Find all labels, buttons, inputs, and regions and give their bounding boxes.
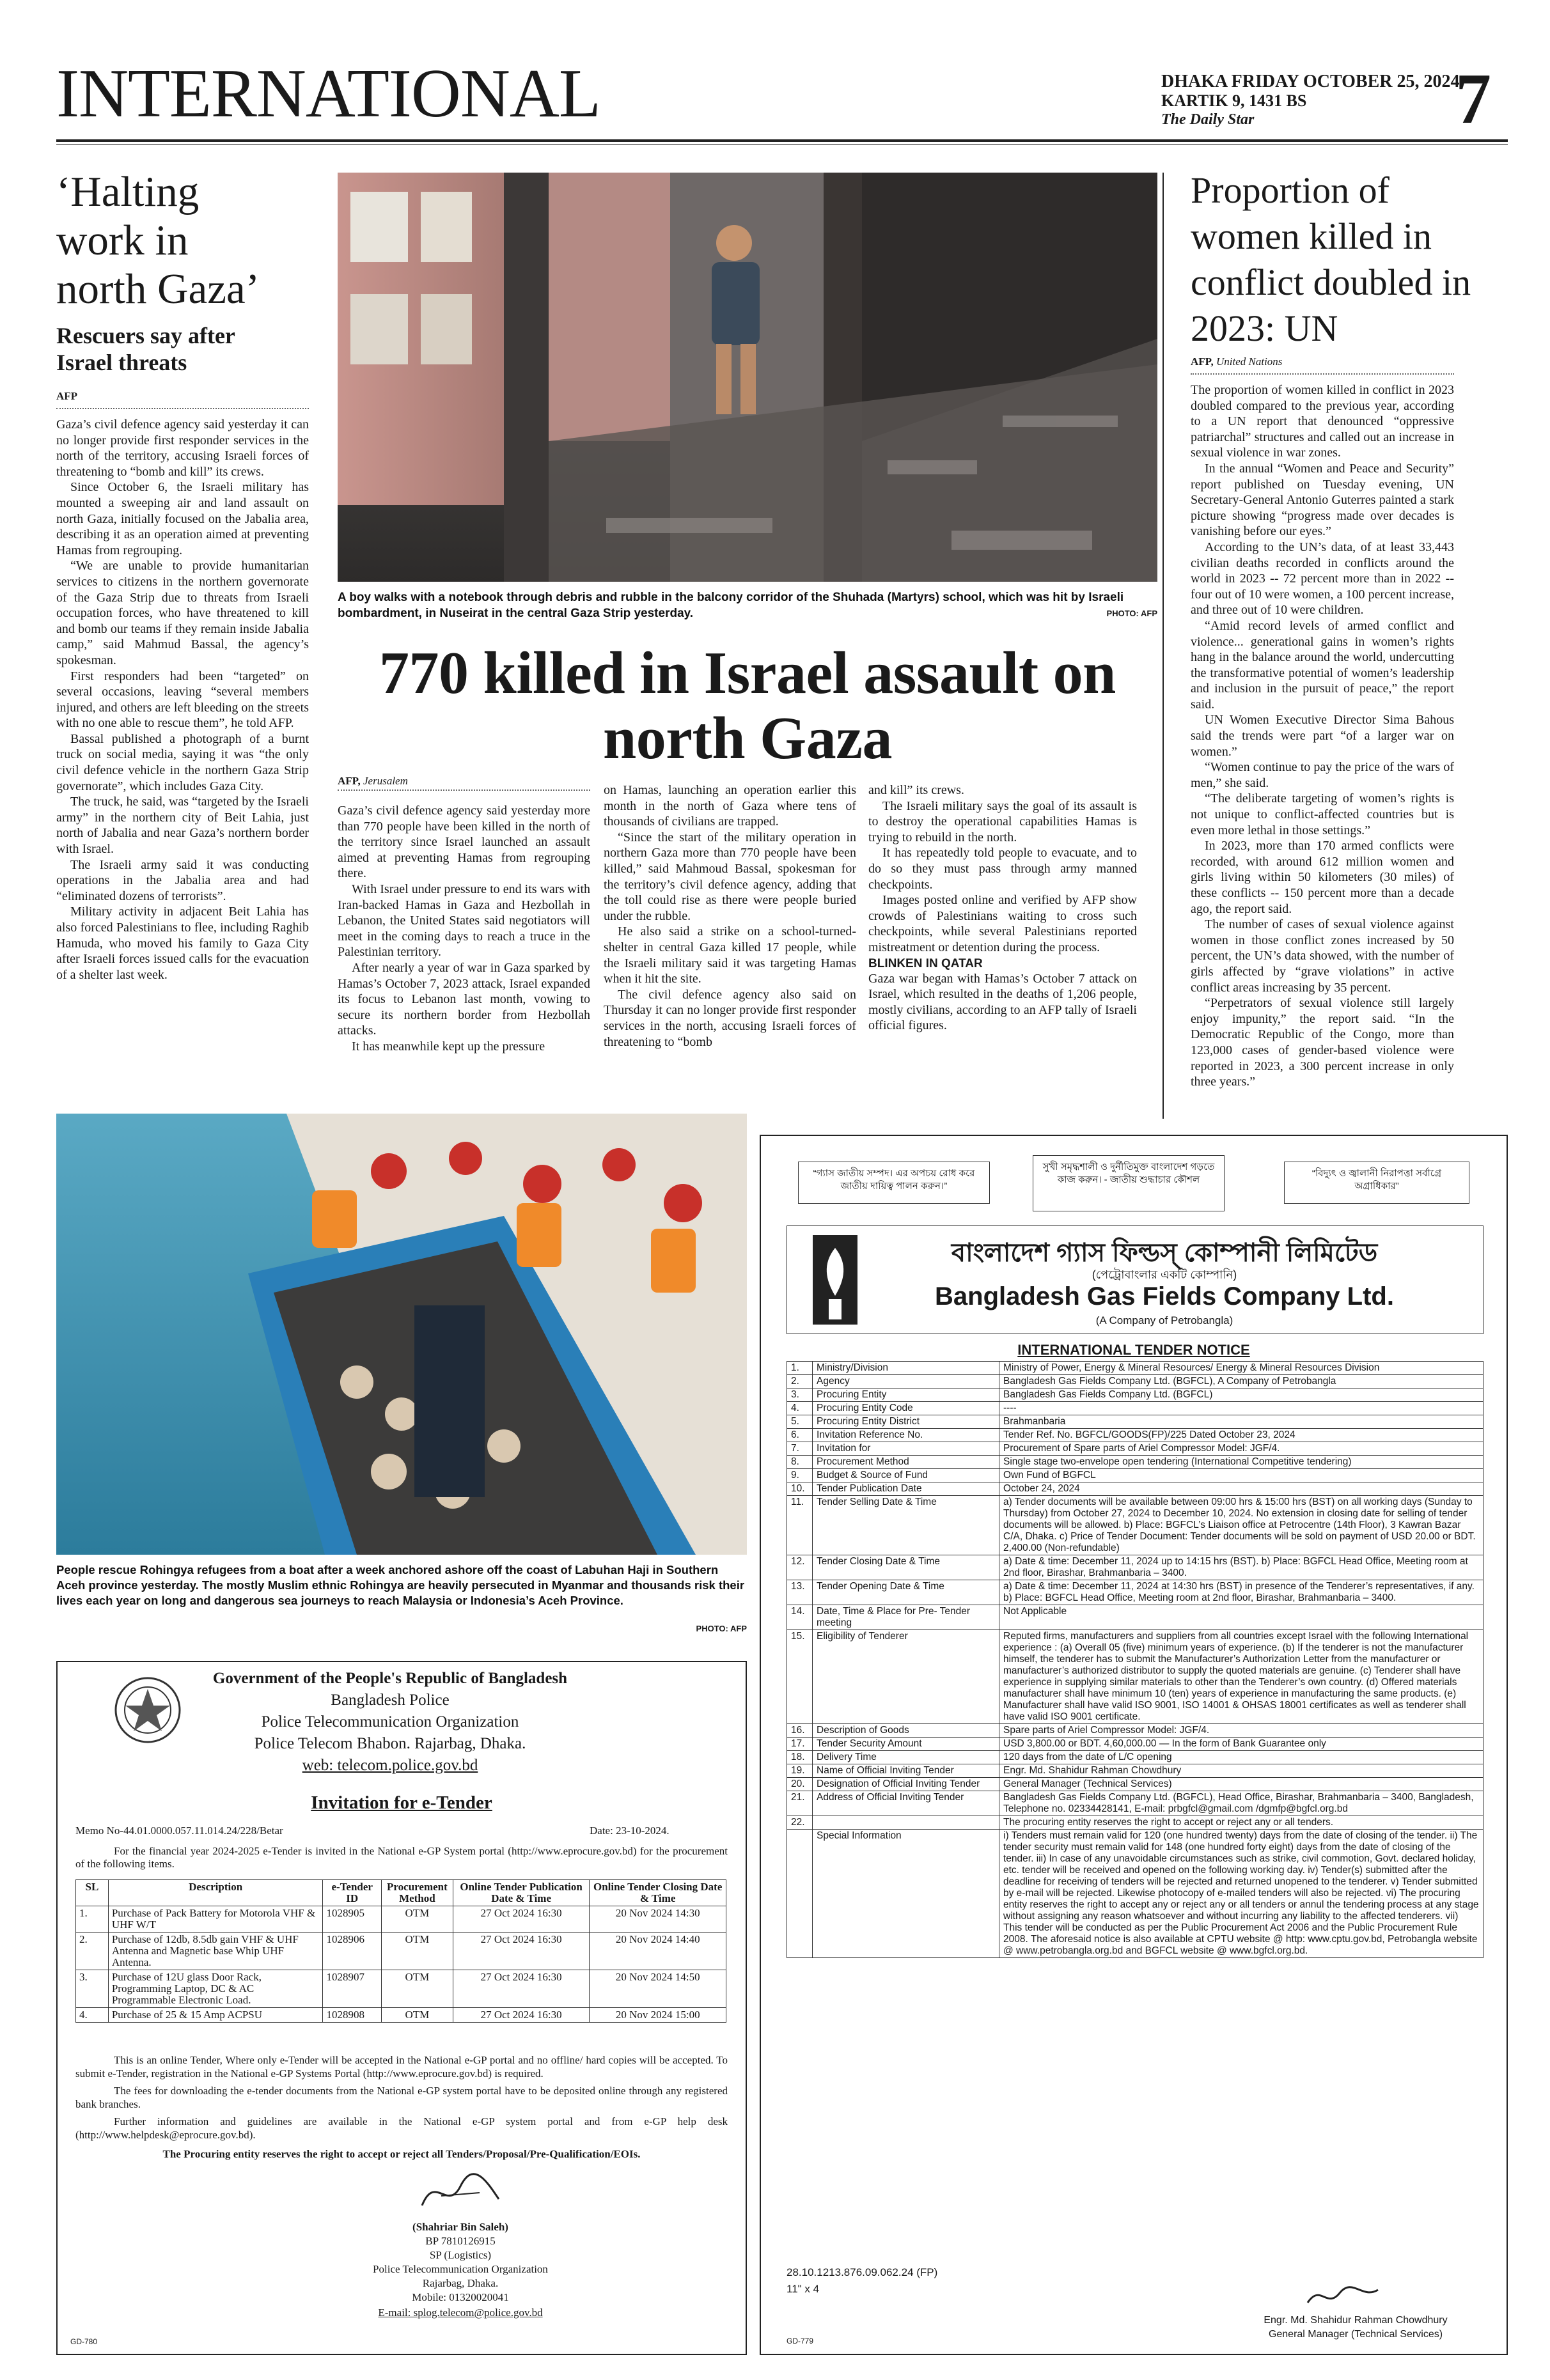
main-byline-rule	[338, 789, 590, 791]
right-para: According to the UN’s data, of at least 33,443 civilian deaths recorded in conflicts around the world in 2023 -- 72 percent more than in 2022 -- four out of 10 were women, a 100 percent increase, and three out of 10 were children.	[1191, 540, 1454, 618]
tender-row-value: Single stage two-envelope open tendering (International Competitive tendering)	[999, 1456, 1483, 1469]
cell: OTM	[381, 1906, 453, 1933]
tender-row-label: Description of Goods	[813, 1724, 999, 1738]
police-th: e-Tender ID	[323, 1880, 382, 1906]
tender-row	[787, 1816, 1483, 1830]
right-para: UN Women Executive Director Sima Bahous said the trends were part “of a larger war on women.”	[1191, 713, 1454, 759]
left-para: “We are unable to provide humanitarian services to citizens in the northern governorate of the Gaza Strip due to threats from Israeli occupation forces, who have threatened to kill and bomb our teams if they remain inside Jabalia camp,” said Mahmud Bassal, the agency’s spokesman.	[56, 559, 309, 667]
cell: 1028905	[323, 1906, 382, 1933]
tender-row-number: 18.	[787, 1751, 813, 1764]
cell: 1028906	[323, 1933, 382, 1970]
tender-row-value: Bangladesh Gas Fields Company Ltd. (BGFCL), A Company of Petrobangla	[999, 1375, 1483, 1388]
tender-row	[787, 1469, 1483, 1482]
left-para: First responders had been “targeted” on several occasions, leaving “several members injured, and others are left bleeding on the streets with no one able to rescue them”, he told AFP.	[56, 669, 309, 731]
tender-row-number: 4.	[787, 1402, 813, 1415]
company-name-en: Bangladesh Gas Fields Company Ltd.	[935, 1282, 1394, 1311]
main-col1-para: It has meanwhile kept up the pressure	[352, 1039, 545, 1054]
police-th: Online Tender Closing Date & Time	[590, 1880, 726, 1906]
masthead-rule-thin	[56, 144, 1508, 145]
tender-row-value: Bangladesh Gas Fields Company Ltd. (BGFCL)	[999, 1388, 1483, 1402]
police-web[interactable]: web: telecom.police.gov.bd	[302, 1757, 478, 1774]
tender-row	[787, 1482, 1483, 1496]
gas-signer-title: General Manager (Technical Services)	[1268, 2329, 1443, 2340]
tender-row-number: 9.	[787, 1469, 813, 1482]
right-para: The proportion of women killed in conflict in 2023 doubled compared to the previous year, according to a UN report that denounced “oppressive patriarchal” structures and called out an increase in sexual violence in war zones.	[1191, 383, 1454, 460]
tender-row-label: Procuring Entity	[813, 1388, 999, 1402]
police-org1: Bangladesh Police	[331, 1692, 450, 1709]
police-signature-icon	[416, 2167, 505, 2218]
tender-row-label: Date, Time & Place for Pre- Tender meeting	[813, 1605, 999, 1630]
right-headline: Proportion of women killed in conflict doubled in 2023: UN	[1191, 169, 1471, 349]
tender-row-label: Designation of Official Inviting Tender	[813, 1778, 999, 1791]
tender-row-number: 7.	[787, 1442, 813, 1456]
cell: 20 Nov 2024 14:30	[590, 1906, 726, 1933]
police-mobile: Mobile: 01320020041	[412, 2291, 509, 2303]
tender-row-number: 11.	[787, 1496, 813, 1555]
tender-row-label: Tender Selling Date & Time	[813, 1496, 999, 1555]
police-signer: (Shahriar Bin Saleh)	[412, 2221, 508, 2233]
police-org2: Police Telecommunication Organization	[261, 1713, 519, 1731]
gas-signature-icon	[1304, 2280, 1381, 2312]
police-email[interactable]: E-mail: splog.telecom@police.gov.bd	[378, 2306, 543, 2319]
top-photo-caption: A boy walks with a notebook through debris and rubble in the balcony corridor of the Shuhada (Martyrs) school, which was hit by Israeli bombardment, in Nuseirat in the central Gaza Strip yesterday.	[338, 591, 1124, 620]
police-th: Procurement Method	[381, 1880, 453, 1906]
tender-row	[787, 1415, 1483, 1429]
tender-row-value: ----	[999, 1402, 1483, 1415]
tender-row-value: a) Date & time: December 11, 2024 at 14:30 hrs (BST) in presence of the Tenderer’s representatives, if any. b) Place: BGFCL Head Office, Meeting room at 2nd floor, Birashar, Brahmanbaria – 3400.	[999, 1580, 1483, 1605]
tender-row	[787, 1402, 1483, 1415]
police-intro: For the financial year 2024-2025 e-Tender is invited in the National e-GP System portal (http://www.eprocure.gov.bd) for the procurement of the following items.	[75, 1845, 728, 1870]
cell: Purchase of 25 & 15 Amp ACPSU	[108, 2008, 323, 2023]
tender-row-label: Budget & Source of Fund	[813, 1469, 999, 1482]
tender-row-value: USD 3,800.00 or BDT. 4,60,000.00 — In the form of Bank Guarantee only	[999, 1738, 1483, 1751]
police-note2: The fees for downloading the e-tender documents from the National e-GP system portal have to be deposited online through any registered bank branches.	[75, 2085, 728, 2110]
main-col3-para: and kill” its crews.	[868, 783, 964, 797]
main-col1-para: With Israel under pressure to end its wars with Iran-backed Hamas in Gaza and Hezbollah in Lebanon, the United States said negotiators will meet in the coming days to reach a truce in the Palestinian territory.	[338, 882, 590, 960]
page-number: 7	[1455, 59, 1491, 139]
right-column-divider	[1162, 173, 1164, 1119]
police-table-row	[76, 1906, 726, 1933]
main-byline-place: Jerusalem	[363, 775, 408, 787]
tender-row-label	[813, 1816, 999, 1830]
main-col-3	[868, 782, 1137, 1034]
tender-row-value: Own Fund of BGFCL	[999, 1469, 1483, 1482]
right-para: “Perpetrators of sexual violence still largely enjoy impunity,” the report said. “In the Democratic Republic of the Congo, more than 123,000 cases of gender-based violence were reported in 2023, a 300 percent increase in only three years.”	[1191, 996, 1454, 1089]
police-title: Invitation for e-Tender	[311, 1793, 492, 1813]
cell: 4.	[76, 2008, 109, 2023]
police-rank: SP (Logistics)	[429, 2249, 492, 2261]
right-para: “Amid record levels of armed conflict and violence... generational gains in women’s rights hang in the balance around the world, undercutting the transformative potential of women’s leadership and inclusion in the pursuit of peace,” the report said.	[1191, 618, 1454, 712]
tender-row	[787, 1442, 1483, 1456]
left-para: The truck, he said, was “targeted by the Israeli army” in the northern city of Beit Lahia, just north of Jabalia and near Gaza’s northern border with Israel.	[56, 795, 309, 857]
cell: 3.	[76, 1970, 109, 2008]
tender-row-number: 15.	[787, 1630, 813, 1724]
tender-row-value: General Manager (Technical Services)	[999, 1778, 1483, 1791]
top-photo-credit: PHOTO: AFP	[1106, 609, 1157, 618]
cell: 27 Oct 2024 16:30	[453, 1970, 590, 2008]
police-table-row	[76, 1933, 726, 1970]
tender-row	[787, 1778, 1483, 1791]
right-para: In 2023, more than 170 armed conflicts were recorded, with around 612 million women and girls living within 50 kilometers (30 miles) of these conflicts -- 150 percent more than a decade ago, the report said.	[1191, 839, 1454, 916]
main-col2-para: The civil defence agency also said on Thursday it can no longer provide first responder services in the north, accusing Israeli forces of threatening to “bomb	[604, 987, 856, 1049]
bgfcl-tender-table	[787, 1361, 1483, 1958]
main-col3-after: Gaza war began with Hamas’s October 7 attack on Israel, which resulted in the deaths of 1,206 people, mostly civilians, according to an AFP tally of Israeli official figures.	[868, 971, 1137, 1033]
tender-row-value: i) Tenders must remain valid for 120 (one hundred twenty) days from the date of closing of the tender. ii) The tender security must remain valid for 148 (one hundred forty eight) days from the date of closing of the tender. iii) In case of any unavoidable circumstances such as strike, civil commotion, Govt. declared holiday, etc. tender will be received and opened on the following working day. iv) Tender(s) submitted after the deadline for receiving of tenders will be rejected and returned unopened to the tenderer. v) Tender submitted by e-mail will be rejected. Likewise photocopy of e-mailed tenders will also be rejected. vi) The procuring entity reserves the right to accept any or reject any or all tenders or annul the tendering process at any stage without assigning any reason whatsoever and without incurring any liability to the affected tenderers. vii) This tender will be conducted as per the Public Procurement Act 2006 and the Public Procurement Rule 2008. The aforesaid notice is also available at CPTU website @ http: www.cptu.gov.bd, Petrobangla website @ www.petrobangla.org.bd and BGFCL website @ www.bgfcl.org.bd.	[999, 1830, 1483, 1958]
slogan-right: “বিদ্যুৎ ও জ্বালানী নিরাপত্তা সর্বাগ্রে অগ্রাধিকার”	[1284, 1162, 1469, 1204]
tender-row	[787, 1375, 1483, 1388]
cell: Purchase of 12U glass Door Rack, Programming Laptop, DC & AC Programmable Electronic Load.	[108, 1970, 323, 2008]
bottom-photo-credit: PHOTO: AFP	[696, 1624, 747, 1633]
police-tender-ad	[56, 1661, 747, 2355]
cell: OTM	[381, 2008, 453, 2023]
tender-row-label: Address of Official Inviting Tender	[813, 1791, 999, 1816]
cell: OTM	[381, 1970, 453, 2008]
police-reserve: The Procuring entity reserves the right to accept or reject all Tenders/Proposal/Pre-Qualification/EOIs.	[162, 2148, 641, 2160]
tender-row-value: a) Tender documents will be available between 09:00 hrs & 15:00 hrs (BST) on all working days (Sunday to Thursday) from October 27, 2024 to December 10, 2024. No extension in closing date for selling of tender documents will be allowed. b) Place: BGFCL’s Liaison office at Petrocentre (14th Floor), 3 Kawran Bazar C/A, Dhaka. c) Price of Tender Document: Tender documents will be sold on payment of USD 20.00 or BDT. 2,400.00 (Non-refundable)	[999, 1496, 1483, 1555]
tender-row	[787, 1724, 1483, 1738]
dateline: DHAKA FRIDAY OCTOBER 25, 2024	[1161, 72, 1460, 91]
tender-row-number: 3.	[787, 1388, 813, 1402]
tender-row-number: 6.	[787, 1429, 813, 1442]
tender-row-number: 14.	[787, 1605, 813, 1630]
police-bp: BP 7810126915	[425, 2235, 496, 2247]
main-col1-para: After nearly a year of war in Gaza sparked by Hamas’s October 7, 2023 attack, Israel expanded its focus to Lebanon last month, vowing to secure its northern border from Hezbollah attacks.	[338, 960, 590, 1038]
police-ad-code: GD-780	[70, 2337, 98, 2346]
tender-row-number: 20.	[787, 1778, 813, 1791]
bangla-date: KARTIK 9, 1431 BS	[1161, 91, 1307, 110]
tender-row-label: Tender Security Amount	[813, 1738, 999, 1751]
main-col3-para: Images posted online and verified by AFP show crowds of Palestinians waiting to cross such checkpoints, while several Palestinians reported mistreatment or detention during the process.	[868, 893, 1137, 954]
main-col2-para: on Hamas, launching an operation earlier this month in the north of Gaza where tens of thousands of civilians are trapped.	[604, 783, 856, 829]
left-story-body	[56, 417, 309, 983]
rohingya-boat-photo	[56, 1114, 747, 1555]
tender-row-value: The procuring entity reserves the right to accept or reject any or all tenders.	[999, 1816, 1483, 1830]
police-address: Police Telecom Bhabon. Rajarbag, Dhaka.	[254, 1735, 526, 1752]
main-col2-para: He also said a strike on a school-turned-shelter in central Gaza killed 17 people, while the Israeli military said it was targeting Hamas when it hit the site.	[604, 924, 856, 986]
tender-row	[787, 1605, 1483, 1630]
tender-row-number: 8.	[787, 1456, 813, 1469]
tender-row-label: Ministry/Division	[813, 1362, 999, 1375]
police-table-row	[76, 2008, 726, 2023]
cell: 2.	[76, 1933, 109, 1970]
tender-row	[787, 1496, 1483, 1555]
tender-row-label: Tender Closing Date & Time	[813, 1555, 999, 1580]
main-col3-para: It has repeatedly told people to evacuate, and to do so they must pass through army manned checkpoints.	[868, 846, 1137, 892]
main-col1-para: Gaza’s civil defence agency said yesterday more than 770 people have been killed in the north of the territory since Israel launched an assault aimed at preventing Hamas from regrouping there.	[338, 804, 590, 881]
tender-row-value: Tender Ref. No. BGFCL/GOODS(FP)/225 Dated October 23, 2024	[999, 1429, 1483, 1442]
right-byline-rule	[1191, 373, 1454, 375]
cell: 1028908	[323, 2008, 382, 2023]
cell: 1.	[76, 1906, 109, 1933]
company-name-bn: বাংলাদেশ গ্যাস ফিল্ডস্ কোম্পানী লিমিটেড	[951, 1239, 1378, 1267]
cell: OTM	[381, 1933, 453, 1970]
tender-row	[787, 1388, 1483, 1402]
tender-row-value: Engr. Md. Shahidur Rahman Chowdhury	[999, 1764, 1483, 1778]
tender-row-number: 1.	[787, 1362, 813, 1375]
right-para: The number of cases of sexual violence against women in those conflict zones increased by 50 percent, the UN’s data showed, with the number of girls affected by “grave violations” in active conflict areas increasing by 35 percent.	[1191, 917, 1454, 995]
main-col3-subhead: BLINKEN IN QATAR	[868, 956, 983, 970]
tender-row-number: 21.	[787, 1791, 813, 1816]
tender-row-number: 13.	[787, 1580, 813, 1605]
police-sig-org: Police Telecommunication Organization	[373, 2263, 548, 2275]
tender-row-label: Delivery Time	[813, 1751, 999, 1764]
right-story-body	[1191, 382, 1454, 1090]
tender-row-label: Procuring Entity District	[813, 1415, 999, 1429]
police-emblem-icon	[113, 1675, 183, 1745]
slogan-left: “গ্যাস জাতীয় সম্পদ। এর অপচয় রোধ করে জাতীয় দায়িত্ব পালন করুন।”	[798, 1162, 990, 1204]
tender-row-number: 17.	[787, 1738, 813, 1751]
police-note1: This is an online Tender, Where only e-Tender will be accepted in the National e-GP portal and no offline/ hard copies will be accepted. To submit e-Tender, registration in the National e-GP Systems Portal (http://www.eprocure.gov.bd) is required.	[75, 2054, 728, 2080]
section-title: INTERNATIONAL	[56, 56, 600, 132]
cell: 1028907	[323, 1970, 382, 2008]
main-col2-para: “Since the start of the military operation in northern Gaza more than 770 people have been killed,” said Mahmoud Bassal, spokesman for the territory’s civil defence agency, adding that the toll could rise as there were people buried under the rubble.	[604, 830, 856, 923]
gas-signer: Engr. Md. Shahidur Rahman Chowdhury	[1264, 2315, 1448, 2326]
gaza-school-photo	[338, 173, 1157, 582]
bgfcl-flame-logo-icon	[813, 1235, 857, 1325]
left-headline: ‘Halting work in north Gaza’	[56, 168, 260, 313]
tender-notice-title: INTERNATIONAL TENDER NOTICE	[1017, 1342, 1250, 1358]
tender-row-value: 120 days from the date of L/C opening	[999, 1751, 1483, 1764]
left-byline-rule	[56, 408, 309, 409]
police-note3: Further information and guidelines are available in the National e-GP system portal and from e-GP help desk (http://www.helpdesk@eprocure.gov.bd).	[75, 2115, 728, 2141]
tender-row	[787, 1764, 1483, 1778]
tender-row-number: 5.	[787, 1415, 813, 1429]
cell: 27 Oct 2024 16:30	[453, 2008, 590, 2023]
police-memo: Memo No-44.01.0000.057.11.014.24/228/Betar	[75, 1824, 283, 1837]
left-para: Bassal published a photograph of a burnt truck on social media, saying it was “the only civil defence vehicle in the northern Gaza Strip governorate”, which includes Gaza City.	[56, 731, 309, 793]
gaza-school-photo-art	[338, 173, 1157, 582]
tender-row	[787, 1751, 1483, 1764]
slogan-mid: সুখী সমৃদ্ধশালী ও দুর্নীতিমুক্ত বাংলাদেশ গড়তে কাজ করুন। - জাতীয় শুদ্ধাচার কৌশল	[1033, 1155, 1225, 1211]
cell: 20 Nov 2024 14:40	[590, 1933, 726, 1970]
police-table-row	[76, 1970, 726, 2008]
tender-row-value: Not Applicable	[999, 1605, 1483, 1630]
cell: 20 Nov 2024 14:50	[590, 1970, 726, 2008]
bottom-photo-caption: People rescue Rohingya refugees from a boat after a week anchored ashore off the coast of Labuhan Haji in Southern Aceh province yesterday. The mostly Muslim ethnic Rohingya are heavily persecuted in Myanmar and thousands risk their lives each year on long and dangerous sea journeys to reach Malaysia or Indonesia’s Aceh Province.	[56, 1563, 745, 1607]
tender-row-label: Invitation Reference No.	[813, 1429, 999, 1442]
tender-row-value: Procurement of Spare parts of Ariel Compressor Model: JGF/4.	[999, 1442, 1483, 1456]
tender-row	[787, 1830, 1483, 1958]
tender-row-value: Brahmanbaria	[999, 1415, 1483, 1429]
tender-row-label: Tender Opening Date & Time	[813, 1580, 999, 1605]
right-byline	[1191, 355, 1282, 368]
police-th: SL	[76, 1880, 109, 1906]
gas-ref: 28.10.1213.876.09.062.24 (FP)	[787, 2266, 938, 2278]
cell: Purchase of 12db, 8.5db gain VHF & UHF Antenna and Magnetic base Whip UHF Antenna.	[108, 1933, 323, 1970]
police-th: Description	[108, 1880, 323, 1906]
bgfcl-tender-ad	[760, 1135, 1508, 2355]
tender-row-label: Procurement Method	[813, 1456, 999, 1469]
main-byline	[338, 775, 408, 788]
police-tender-table	[75, 1879, 726, 2023]
main-byline-agency: AFP,	[338, 775, 361, 787]
rohingya-boat-photo-art	[56, 1114, 747, 1555]
main-col-1	[338, 803, 590, 1055]
tender-row	[787, 1362, 1483, 1375]
main-headline: 770 killed in Israel assault on north Gaza	[379, 640, 1116, 772]
tender-row-label: Name of Official Inviting Tender	[813, 1764, 999, 1778]
main-col3-para: The Israeli military says the goal of its assault is to destroy the operational capabilities Hamas is trying to rebuild in the north.	[868, 798, 1137, 844]
left-para: The Israeli army said it was conducting operations in the Jabalia area and had “eliminated dozens of terrorists”.	[56, 857, 309, 903]
main-col-2	[604, 782, 856, 1050]
right-para: “Women continue to pay the price of the wars of men,” she said.	[1191, 760, 1454, 790]
masthead-rule-thick	[56, 139, 1508, 142]
tender-row-number: 12.	[787, 1555, 813, 1580]
cell: 27 Oct 2024 16:30	[453, 1933, 590, 1970]
police-th: Online Tender Publication Date & Time	[453, 1880, 590, 1906]
police-table-header	[76, 1880, 726, 1906]
paper-name: The Daily Star	[1161, 111, 1255, 128]
tender-row-label: Agency	[813, 1375, 999, 1388]
tender-row-value: Ministry of Power, Energy & Mineral Resources/ Energy & Mineral Resources Division	[999, 1362, 1483, 1375]
tender-row-value: Spare parts of Ariel Compressor Model: JGF/4.	[999, 1724, 1483, 1738]
tender-row-number: 2.	[787, 1375, 813, 1388]
left-para: Since October 6, the Israeli military has mounted a sweeping air and land assault on north Gaza, initially focused on the Jabalia area, describing it as an operation aimed at preventing Hamas from regrouping.	[56, 480, 309, 557]
police-sig-place: Rajarbag, Dhaka.	[422, 2277, 499, 2289]
tender-row-number: 22.	[787, 1816, 813, 1830]
tender-row	[787, 1429, 1483, 1442]
tender-row-number: 10.	[787, 1482, 813, 1496]
right-para: “The deliberate targeting of women’s rights is not unique to conflict-affected countries but is even more lethal in those settings.”	[1191, 791, 1454, 837]
gas-size: 11" x 4	[787, 2283, 820, 2295]
right-byline-place: United Nations	[1216, 355, 1283, 368]
tender-row-value: a) Date & time: December 11, 2024 up to 14:15 hrs (BST). b) Place: BGFCL Head Office, Meeting room at 2nd floor, Birashar, Brahmanbaria – 3400.	[999, 1555, 1483, 1580]
tender-row-label: Invitation for	[813, 1442, 999, 1456]
police-date: Date: 23-10-2024.	[590, 1824, 669, 1837]
company-sub-bn: (পেট্রোবাংলার একটি কোম্পানি)	[1092, 1268, 1237, 1281]
tender-row-value: Reputed firms, manufacturers and suppliers from all countries except Israel with the following International experience : (a) Overall 05 (five) minimum years of experience. (b) If the tenderer is not the manufacturer himself, the tenderer has to submit the Manufacturer’s Authorization Letter from the manufacturer or manufacturer’s authorized distributor to supply the quoted materials are genuine. (c) Tenderer shall have experience in supplying similar materials to other than the Tenderer’s own country. (d) Offered materials manufacturer shall have minimum 10 (ten) years of experience in manufacturing the same products. (e) Manufacturer shall have valid ISO 9001, ISO 14001 & OHSAS 18001 certificates as well as tenderer shall have valid ISO 9001 certificate.	[999, 1630, 1483, 1724]
left-byline: AFP	[56, 390, 78, 402]
tender-row	[787, 1791, 1483, 1816]
tender-row-label: Procuring Entity Code	[813, 1402, 999, 1415]
tender-row	[787, 1630, 1483, 1724]
tender-row-label: Tender Publication Date	[813, 1482, 999, 1496]
tender-row-number: 16.	[787, 1724, 813, 1738]
left-subhead: Rescuers say after Israel threats	[56, 323, 235, 375]
right-byline-agency: AFP,	[1191, 355, 1214, 368]
tender-row-label: Eligibility of Tenderer	[813, 1630, 999, 1724]
tender-row-value: Bangladesh Gas Fields Company Ltd. (BGFCL), Head Office, Birashar, Brahmanbaria – 3400, Bangladesh, Telephone no. 02334428141, E-mail: prbgfcl@gmail.com /dgmfp@bgfcl.org.bd	[999, 1791, 1483, 1816]
gas-ad-code: GD-779	[787, 2337, 814, 2345]
tender-row	[787, 1738, 1483, 1751]
tender-row	[787, 1580, 1483, 1605]
tender-row-value: October 24, 2024	[999, 1482, 1483, 1496]
tender-row-number	[787, 1830, 813, 1958]
cell: 20 Nov 2024 15:00	[590, 2008, 726, 2023]
bgfcl-logo-box	[787, 1225, 1483, 1334]
right-para: In the annual “Women and Peace and Security” report published on Tuesday evening, UN Secretary-General Antonio Guterres painted a stark picture showing “progress made over decades is vanishing before our eyes.”	[1191, 461, 1454, 539]
cell: Purchase of Pack Battery for Motorola VHF & UHF W/T	[108, 1906, 323, 1933]
tender-row	[787, 1555, 1483, 1580]
left-para: Gaza’s civil defence agency said yesterday it can no longer provide first responder services in the north of the territory, accusing Israeli forces of threatening to “bomb and kill” its crews.	[56, 417, 309, 479]
tender-row-label: Special Information	[813, 1830, 999, 1958]
company-sub-en: (A Company of Petrobangla)	[1095, 1314, 1233, 1326]
tender-row	[787, 1456, 1483, 1469]
tender-row-number: 19.	[787, 1764, 813, 1778]
police-gov: Government of the People's Republic of Bangladesh	[212, 1670, 568, 1687]
cell: 27 Oct 2024 16:30	[453, 1906, 590, 1933]
bgfcl-tender-rows	[787, 1362, 1483, 1958]
left-para: Military activity in adjacent Beit Lahia has also forced Palestinians to flee, including Raghib Hamuda, who moved his family to Gaza City after Israeli forces issued calls for the evacuation of a shelter last week.	[56, 905, 309, 982]
